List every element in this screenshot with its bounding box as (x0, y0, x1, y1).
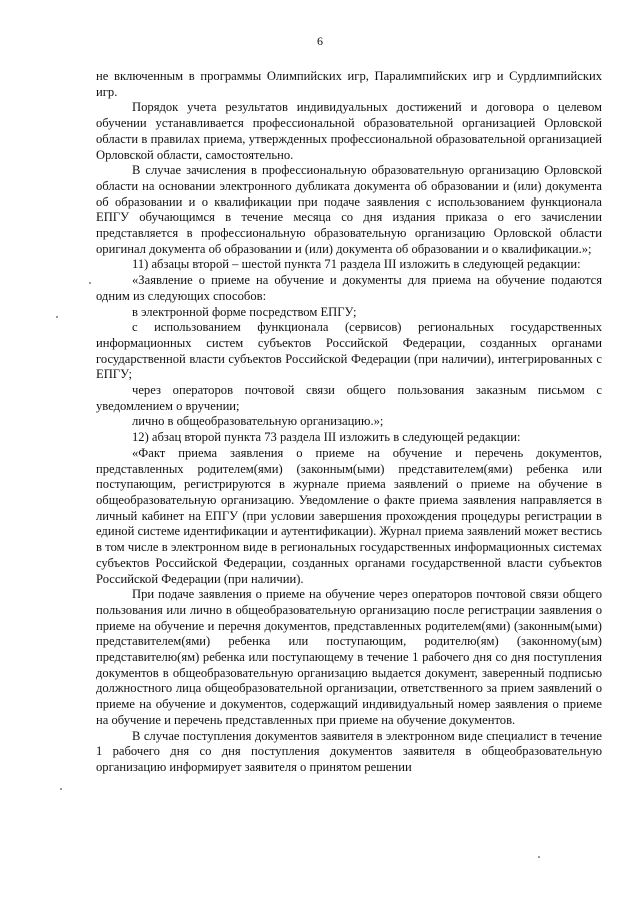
scan-speck (538, 856, 540, 858)
paragraph: не включенным в программы Олимпийских игр, Паралимпийских игр и Сурдлимпийских игр. (96, 69, 602, 99)
scan-speck (56, 316, 58, 318)
paragraph: через операторов почтовой связи общего пользования заказным письмом с уведомлением о вручении; (96, 383, 602, 413)
page-number: 6 (317, 34, 323, 48)
paragraph: в электронной форме посредством ЕПГУ; (132, 304, 357, 319)
paragraph: с использованием функционала (сервисов) региональных государственных информационных систем субъектов Российской Федерации, созданных органами государственной власти субъектов Российской Федерации (при наличии), интегрированных с ЕПГУ; (96, 320, 602, 382)
paragraph: 11) абзацы второй – шестой пункта 71 раздела III изложить в следующей редакции: (132, 257, 581, 272)
paragraph: В случае зачисления в профессиональную образовательную организацию Орловской области на основании электронного дубликата документа об образовании и (или) документа об образовании и о квалификации при подаче заявления с использованием функционала ЕПГУ обучающимся в течение месяца со дня издания приказа о его зачислении представляется в профессиональную образовательную организацию Орловской области оригинал документа об образовании и (или) документа об образовании и о квалификации.»; (96, 163, 602, 256)
paragraph: «Факт приема заявления о приеме на обучение и перечень документов, представленных родителем(ями) (законным(ыми) представителем(ями) ребенка или поступающим, регистрируются в журнале приема заявлений о приеме на обучение в общеобразовательную организацию. Уведомление о факте приема заявления направляется в личный кабинет на ЕПГУ (при условии завершения прохождения процедуры регистрации в единой системе идентификации и аутентификации). Журнал приема заявлений может вестись в том числе в электронном виде в региональных государственных информационных системах субъектов Российской Федерации, созданных органами государственной власти субъектов Российской Федерации (при наличии). (96, 445, 602, 586)
scan-speck (89, 282, 91, 284)
document-body (96, 69, 602, 776)
paragraph: «Заявление о приеме на обучение и документы для приема на обучение подаются одним из следующих способов: (96, 273, 602, 303)
paragraph: лично в общеобразовательную организацию.»; (132, 414, 384, 429)
scan-speck (60, 788, 62, 790)
paragraph: В случае поступления документов заявителя в электронном виде специалист в течение 1 рабочего дня со дня поступления документов заявителя в общеобразовательную организацию информирует заявителя о принятом решении (96, 728, 602, 774)
paragraph: Порядок учета результатов индивидуальных достижений и договора о целевом обучении устанавливается профессиональной образовательной организацией Орловской области в правилах приема, утвержденных профессиональной образовательной организацией Орловской области, самостоятельно. (96, 100, 602, 162)
paragraph: При подаче заявления о приеме на обучение через операторов почтовой связи общего пользования или лично в общеобразовательную организацию после регистрации заявления о приеме на обучение и перечня документов, представленных родителем(ями) (законным(ыми) представителем(ями) ребенка или поступающим, родителю(ям) (законному(ым) представителю(ям) ребенка или поступающему в течение 1 рабочего дня со дня поступления документов в общеобразовательную организацию выдается документ, заверенный подписью должностного лица общеобразовательной организации, ответственного за прием заявлений о приеме на обучение и документов, содержащий индивидуальный номер заявления о приеме на обучение и перечень представленных при приеме на обучение документов. (96, 587, 602, 727)
paragraph: 12) абзац второй пункта 73 раздела III изложить в следующей редакции: (132, 430, 521, 445)
